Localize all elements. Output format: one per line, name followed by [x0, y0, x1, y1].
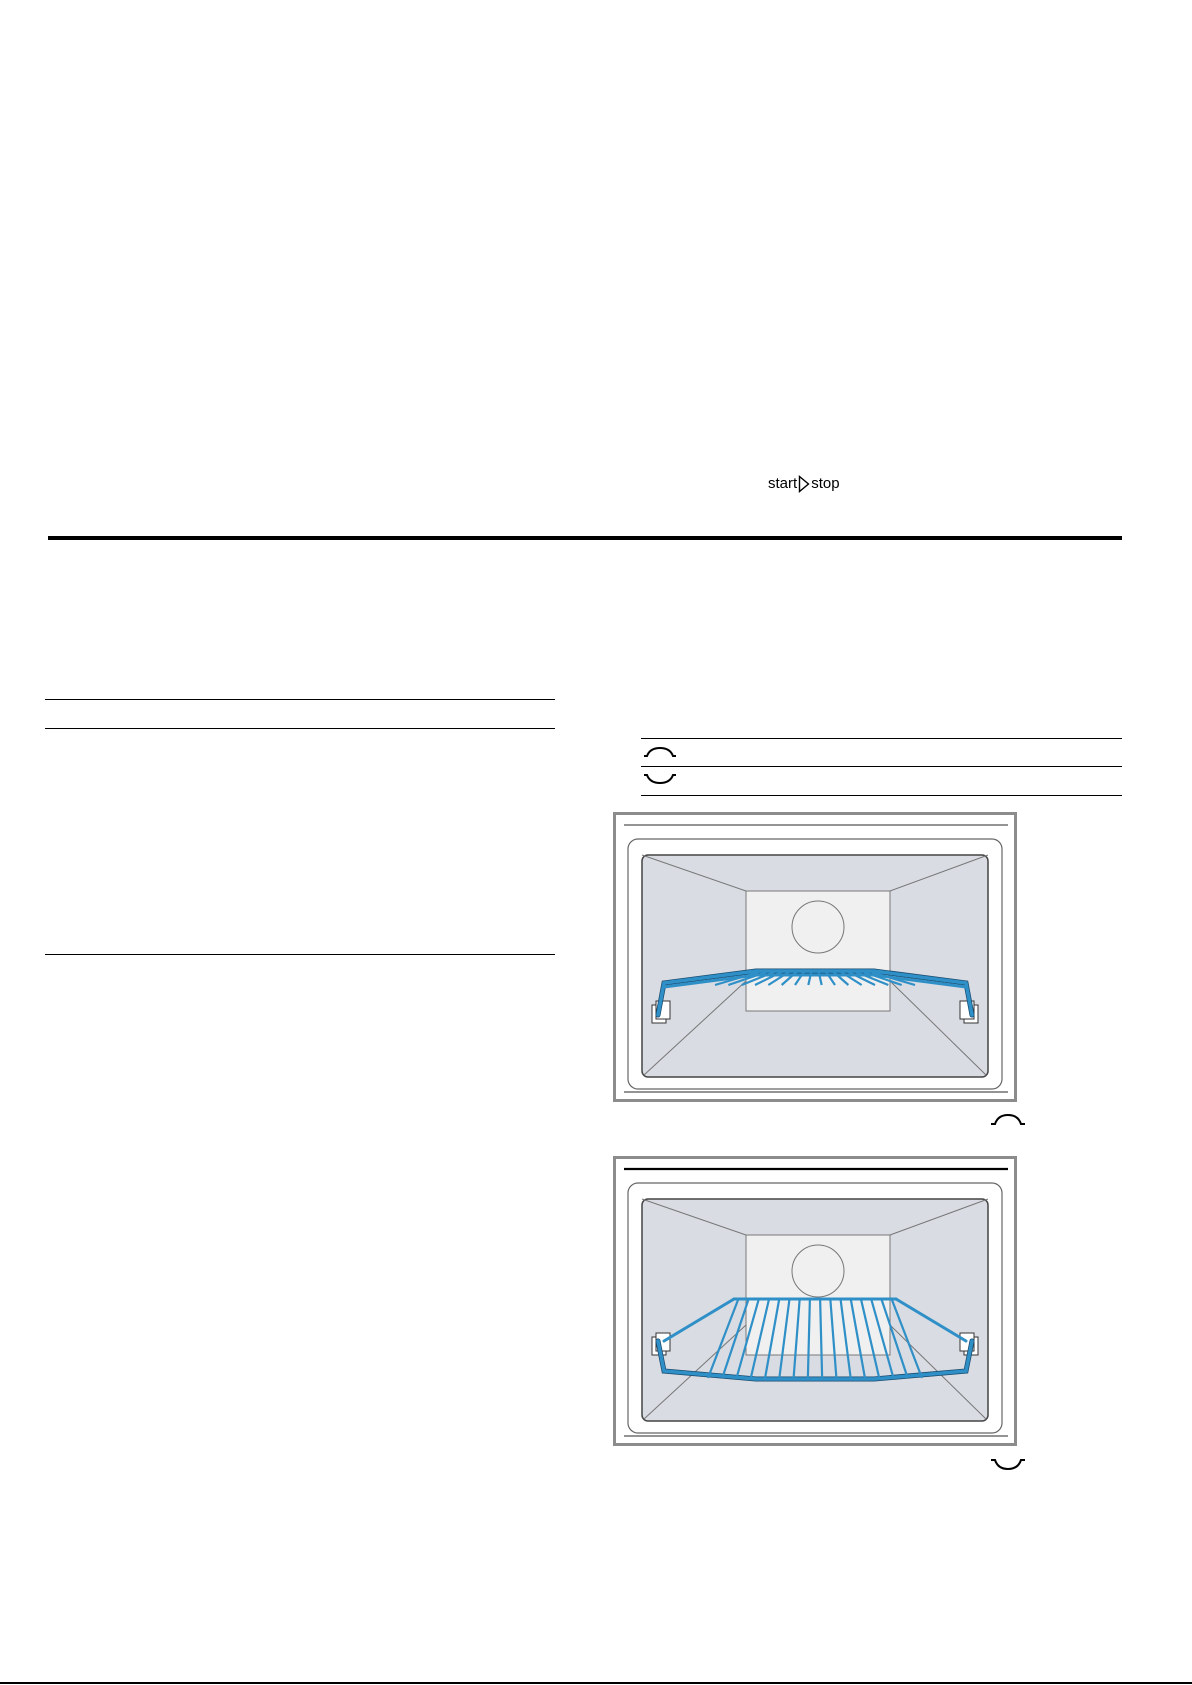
- play-triangle-icon: [798, 475, 810, 493]
- page-bottom-rule: [0, 1682, 1192, 1684]
- arch-down-icon: [990, 1456, 1026, 1472]
- legend-top-rule: [641, 738, 1122, 739]
- table-top-rule: [45, 699, 555, 700]
- oven-rack-arch-down-figure: [613, 1156, 1017, 1446]
- arch-up-icon: [990, 1112, 1026, 1128]
- legend-middle-rule: [641, 766, 1122, 767]
- legend-bottom-rule: [641, 795, 1122, 796]
- arch-down-icon: [643, 772, 677, 786]
- arch-up-icon: [643, 745, 677, 759]
- table-header-rule: [45, 728, 555, 729]
- start-label: start: [768, 475, 798, 492]
- oven-cavity-illustration: [616, 815, 1014, 1099]
- stop-label: stop: [811, 475, 840, 492]
- oven-cavity-illustration: [616, 1159, 1014, 1443]
- oven-rack-arch-up-figure: [613, 812, 1017, 1102]
- section-divider: [48, 536, 1122, 540]
- table-bottom-rule: [45, 954, 555, 955]
- start-stop-symbol: [768, 474, 840, 494]
